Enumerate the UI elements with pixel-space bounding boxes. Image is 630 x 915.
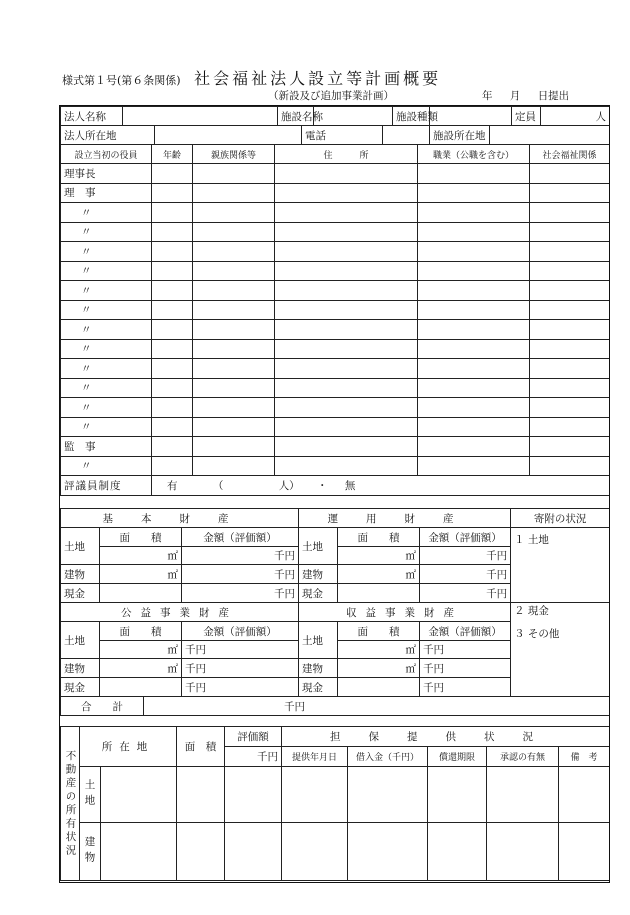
officer-age-field[interactable]: [152, 261, 193, 281]
officer-row: [61, 222, 610, 242]
public-amount-header: 金額（評価額）: [182, 622, 299, 641]
officer-relation-field[interactable]: [193, 339, 275, 359]
officer-welfare-field[interactable]: [530, 378, 610, 398]
public-building-label: 建物: [61, 659, 100, 678]
re-land-valuation[interactable]: [225, 767, 282, 823]
officer-occupation-field[interactable]: [418, 183, 530, 203]
officer-address-field[interactable]: [275, 300, 418, 320]
total-label: 合 計: [61, 697, 144, 716]
officer-address-field[interactable]: [275, 417, 418, 437]
officer-role-label: 〃: [61, 242, 152, 262]
operating-building-label: 建物: [299, 565, 338, 584]
re-building-loan[interactable]: [348, 823, 428, 881]
officer-relation-field[interactable]: [193, 242, 275, 262]
operating-cash-amount[interactable]: 千円: [420, 584, 511, 603]
officer-row: [61, 417, 610, 437]
officer-occupation-field[interactable]: [418, 281, 530, 301]
revenue-assets-title: [299, 603, 511, 622]
officer-relation-field[interactable]: [193, 261, 275, 281]
operating-assets-title: [299, 509, 511, 528]
welfare-col-header: 社会福祉関係: [530, 145, 610, 164]
revenue-building-area[interactable]: ㎡: [338, 659, 420, 678]
basic-building-area[interactable]: ㎡: [100, 565, 182, 584]
re-building-label: 建物: [80, 823, 101, 881]
officer-relation-field[interactable]: [193, 164, 275, 184]
officer-row: [61, 203, 610, 223]
officer-address-field[interactable]: [275, 164, 418, 184]
corp-name-field[interactable]: [123, 107, 278, 126]
officer-welfare-field[interactable]: [530, 164, 610, 184]
basic-land-area[interactable]: ㎡: [100, 547, 182, 565]
officer-address-field[interactable]: [275, 203, 418, 223]
officers-table: [60, 144, 610, 496]
revenue-area-header: 面 積: [338, 622, 420, 641]
council-person: 人）: [278, 480, 300, 492]
officer-relation-field[interactable]: [193, 437, 275, 457]
occupation-col-header: 職業（公職を含む）: [418, 145, 530, 164]
public-assets-title-text: 公益事業財産: [121, 606, 239, 619]
collateral-title-text: 担保提供状況: [330, 731, 562, 743]
month-label: 月: [509, 90, 521, 102]
officer-relation-field[interactable]: [193, 222, 275, 242]
donation-cash[interactable]: ２ 現金: [511, 603, 610, 622]
re-building-valuation[interactable]: [225, 823, 282, 881]
officer-role-label: 〃: [61, 222, 152, 242]
officer-welfare-field[interactable]: [530, 281, 610, 301]
council-label-text: 評議員制度: [64, 480, 122, 492]
title-line: [62, 66, 441, 89]
operating-cash-label: 現金: [299, 584, 338, 603]
officer-occupation-field[interactable]: [418, 164, 530, 184]
re-building-repayment[interactable]: [428, 823, 487, 881]
donation-title: 寄附の状況: [511, 509, 610, 528]
officer-age-field[interactable]: [152, 183, 193, 203]
page-title: 社会福祉法人設立等計画概要: [194, 69, 442, 88]
officer-relation-field[interactable]: [193, 203, 275, 223]
officer-address-field[interactable]: [275, 320, 418, 340]
officer-role-label: 〃: [61, 203, 152, 223]
valuation-header: 評価額: [225, 727, 282, 747]
public-land-area[interactable]: ㎡: [100, 641, 182, 659]
officer-age-field[interactable]: [152, 320, 193, 340]
facility-name-label: 施設名称: [278, 107, 314, 126]
officer-role-label: 理事長: [61, 164, 152, 184]
officer-relation-field[interactable]: [193, 378, 275, 398]
officer-address-field[interactable]: [275, 222, 418, 242]
valuation-unit: 千円: [225, 747, 282, 767]
officer-role-label: 〃: [61, 281, 152, 301]
officer-occupation-field[interactable]: [418, 222, 530, 242]
revenue-land-area[interactable]: ㎡: [338, 641, 420, 659]
facility-address-label: 施設所在地: [430, 126, 490, 145]
donation-land[interactable]: １ 土地: [511, 528, 610, 603]
officer-age-field[interactable]: [152, 242, 193, 262]
re-building-remarks[interactable]: [559, 823, 610, 881]
approval-header: 承認の有無: [487, 747, 559, 767]
officer-role-label: 〃: [61, 339, 152, 359]
officer-occupation-field[interactable]: [418, 417, 530, 437]
officer-row: [61, 242, 610, 262]
revenue-cash-label: 現金: [299, 678, 338, 697]
year-label: 年: [482, 90, 493, 102]
officer-age-field[interactable]: [152, 300, 193, 320]
re-land-date[interactable]: [282, 767, 348, 823]
public-cash-amount[interactable]: 千円: [182, 678, 299, 697]
officer-col-header: 設立当初の役員: [61, 145, 152, 164]
officer-relation-field[interactable]: [193, 398, 275, 418]
revenue-assets-title-text: 収益事業財産: [346, 606, 464, 619]
public-cash-label: 現金: [61, 678, 100, 697]
facility-address-field[interactable]: [490, 126, 610, 145]
officer-occupation-field[interactable]: [418, 203, 530, 223]
council-paren: （: [212, 480, 224, 492]
revenue-building-amount[interactable]: 千円: [420, 659, 511, 678]
officer-age-field[interactable]: [152, 378, 193, 398]
area-header: 面 積: [177, 727, 225, 767]
basic-building-label: 建物: [61, 565, 100, 584]
officer-welfare-field[interactable]: [530, 242, 610, 262]
repayment-header: 償還期限: [428, 747, 487, 767]
public-assets-title: [61, 603, 299, 622]
revenue-land-label: 土地: [299, 622, 338, 659]
realestate-table: [60, 726, 610, 881]
re-land-repayment[interactable]: [428, 767, 487, 823]
officer-occupation-field[interactable]: [418, 339, 530, 359]
officer-age-field[interactable]: [152, 203, 193, 223]
collateral-title: [282, 727, 610, 747]
re-land-remarks[interactable]: [559, 767, 610, 823]
officer-role-label: 〃: [61, 378, 152, 398]
phone-label: 電話: [302, 126, 383, 145]
officer-role-label: 〃: [61, 417, 152, 437]
total-amount[interactable]: 千円: [144, 697, 610, 716]
form-number: 様式第１号(第６条関係): [62, 74, 181, 87]
officer-role-label: 〃: [61, 320, 152, 340]
officer-row: [61, 378, 610, 398]
officer-row: [61, 339, 610, 359]
public-land-amount[interactable]: 千円: [182, 641, 299, 659]
officer-age-field[interactable]: [152, 456, 193, 476]
officer-rows: [61, 164, 610, 476]
address-col-header: 住 所: [275, 145, 418, 164]
officer-address-field[interactable]: [275, 378, 418, 398]
council-no[interactable]: 無: [344, 480, 356, 492]
realestate-side-label: 不動産の所有状況: [61, 727, 80, 881]
officer-age-field[interactable]: [152, 222, 193, 242]
officer-age-field[interactable]: [152, 417, 193, 437]
officer-age-field[interactable]: [152, 164, 193, 184]
officer-address-field[interactable]: [275, 261, 418, 281]
facility-name-field[interactable]: [314, 107, 393, 126]
officer-address-field[interactable]: [275, 398, 418, 418]
submission-date: [482, 88, 569, 103]
officer-address-field[interactable]: [275, 183, 418, 203]
corp-name-label: 法人名称: [61, 107, 123, 126]
officer-welfare-field[interactable]: [530, 398, 610, 418]
operating-area-header: 面 積: [338, 528, 420, 547]
officer-role-label: 〃: [61, 300, 152, 320]
officer-welfare-field[interactable]: [530, 339, 610, 359]
officer-welfare-field[interactable]: [530, 437, 610, 457]
re-building-approval[interactable]: [487, 823, 559, 881]
basic-cash-label: 現金: [61, 584, 100, 603]
council-field[interactable]: [152, 476, 610, 496]
public-cash-area[interactable]: [100, 678, 182, 697]
officer-row: [61, 359, 610, 379]
operating-amount-header: 金額（評価額）: [420, 528, 511, 547]
page-subtitle: （新設及び追加事業計画）: [268, 90, 394, 102]
operating-building-area[interactable]: ㎡: [338, 565, 420, 584]
operating-land-amount[interactable]: 千円: [420, 547, 511, 565]
revenue-land-amount[interactable]: 千円: [420, 641, 511, 659]
relation-col-header: 親族関係等: [193, 145, 275, 164]
assets-table: [60, 508, 610, 716]
officer-address-field[interactable]: [275, 359, 418, 379]
officer-role-label: 〃: [61, 398, 152, 418]
officer-row: [61, 261, 610, 281]
officer-role-label: 〃: [61, 359, 152, 379]
re-land-area[interactable]: [177, 767, 225, 823]
officer-address-field[interactable]: [275, 437, 418, 457]
basic-amount-header: 金額（評価額）: [182, 528, 299, 547]
location-header: [80, 727, 177, 767]
corp-address-label: 法人所在地: [61, 126, 155, 145]
officer-welfare-field[interactable]: [530, 359, 610, 379]
officer-age-field[interactable]: [152, 281, 193, 301]
basic-cash-amount[interactable]: 千円: [182, 584, 299, 603]
basic-assets-title-text: 基本財産: [102, 512, 257, 525]
public-area-header: 面 積: [100, 622, 182, 641]
officer-relation-field[interactable]: [193, 281, 275, 301]
officer-welfare-field[interactable]: [530, 456, 610, 476]
officer-relation-field[interactable]: [193, 359, 275, 379]
basic-land-amount[interactable]: 千円: [182, 547, 299, 565]
officer-row: [61, 300, 610, 320]
officer-age-field[interactable]: [152, 359, 193, 379]
officer-age-field[interactable]: [152, 398, 193, 418]
officer-address-field[interactable]: [275, 281, 418, 301]
operating-building-amount[interactable]: 千円: [420, 565, 511, 584]
provided-date-header: 提供年月日: [282, 747, 348, 767]
person-unit: 人: [595, 110, 607, 123]
officer-welfare-field[interactable]: [530, 300, 610, 320]
officer-relation-field[interactable]: [193, 417, 275, 437]
officer-occupation-field[interactable]: [418, 261, 530, 281]
officer-row: [61, 164, 610, 184]
officer-occupation-field[interactable]: [418, 437, 530, 457]
revenue-amount-header: 金額（評価額）: [420, 622, 511, 641]
re-land-approval[interactable]: [487, 767, 559, 823]
operating-assets-title-text: 運用財産: [327, 512, 482, 525]
officer-welfare-field[interactable]: [530, 417, 610, 437]
officer-row: [61, 281, 610, 301]
officers-header-row: [61, 145, 610, 164]
officer-address-field[interactable]: [275, 339, 418, 359]
officer-occupation-field[interactable]: [418, 320, 530, 340]
officer-welfare-field[interactable]: [530, 203, 610, 223]
phone-field[interactable]: [383, 126, 430, 145]
officer-age-field[interactable]: [152, 339, 193, 359]
re-building-location[interactable]: [101, 823, 177, 881]
basic-building-amount[interactable]: 千円: [182, 565, 299, 584]
officer-welfare-field[interactable]: [530, 320, 610, 340]
officer-address-field[interactable]: [275, 456, 418, 476]
public-building-area[interactable]: ㎡: [100, 659, 182, 678]
donation-other[interactable]: ３ その他: [511, 622, 610, 697]
officer-relation-field[interactable]: [193, 320, 275, 340]
public-building-amount[interactable]: 千円: [182, 659, 299, 678]
officer-welfare-field[interactable]: [530, 222, 610, 242]
re-land-location[interactable]: [101, 767, 177, 823]
basic-cash-area[interactable]: [100, 584, 182, 603]
basic-land-label: 土地: [61, 528, 100, 565]
loan-header: 借入金（千円）: [348, 747, 428, 767]
officer-occupation-field[interactable]: [418, 378, 530, 398]
corp-address-field[interactable]: [155, 126, 302, 145]
officer-row: [61, 183, 610, 203]
council-dot: ・: [317, 480, 328, 492]
officer-role-label: 〃: [61, 456, 152, 476]
corporation-info-table: [60, 106, 610, 145]
officer-relation-field[interactable]: [193, 300, 275, 320]
officer-row: [61, 398, 610, 418]
officer-role-label: 理 事: [61, 183, 152, 203]
council-yes[interactable]: 有: [167, 480, 178, 492]
facility-type-field[interactable]: [430, 107, 512, 126]
operating-land-area[interactable]: ㎡: [338, 547, 420, 565]
officer-row: [61, 456, 610, 476]
officer-row: [61, 437, 610, 457]
officer-role-label: 監 事: [61, 437, 152, 457]
officer-welfare-field[interactable]: [530, 261, 610, 281]
revenue-cash-amount[interactable]: 千円: [420, 678, 511, 697]
basic-assets-title: [61, 509, 299, 528]
operating-cash-area[interactable]: [338, 584, 420, 603]
council-label: [61, 476, 152, 496]
officer-address-field[interactable]: [275, 242, 418, 262]
officer-welfare-field[interactable]: [530, 183, 610, 203]
officer-occupation-field[interactable]: [418, 456, 530, 476]
revenue-cash-area[interactable]: [338, 678, 420, 697]
officer-relation-field[interactable]: [193, 456, 275, 476]
officer-age-field[interactable]: [152, 437, 193, 457]
officer-occupation-field[interactable]: [418, 300, 530, 320]
facility-type-label: 施設種類: [393, 107, 430, 126]
re-building-date[interactable]: [282, 823, 348, 881]
capacity-label: 定員: [512, 107, 541, 126]
revenue-building-label: 建物: [299, 659, 338, 678]
age-col-header: 年齢: [152, 145, 193, 164]
officer-role-label: 〃: [61, 261, 152, 281]
re-land-loan[interactable]: [348, 767, 428, 823]
officer-row: [61, 320, 610, 340]
day-submit-label: 日提出: [537, 90, 570, 102]
operating-land-label: 土地: [299, 528, 338, 565]
officer-occupation-field[interactable]: [418, 398, 530, 418]
officer-occupation-field[interactable]: [418, 242, 530, 262]
re-building-area[interactable]: [177, 823, 225, 881]
basic-area-header: 面 積: [100, 528, 182, 547]
officer-occupation-field[interactable]: [418, 359, 530, 379]
re-land-label: 土地: [80, 767, 101, 823]
location-header-text: 所在地: [101, 741, 155, 753]
remarks-header: 備 考: [559, 747, 610, 767]
capacity-field[interactable]: [541, 107, 610, 126]
officer-relation-field[interactable]: [193, 183, 275, 203]
public-land-label: 土地: [61, 622, 100, 659]
